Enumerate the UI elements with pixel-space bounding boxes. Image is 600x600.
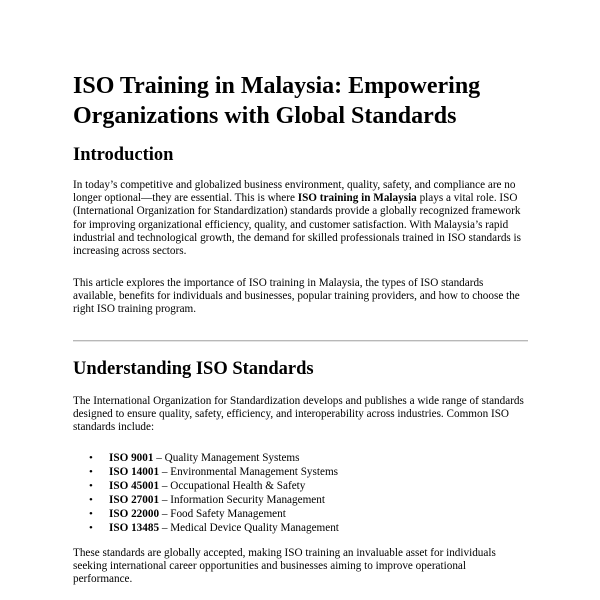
intro-paragraph-1-bold: ISO training in Malaysia <box>297 192 417 205</box>
standard-code: ISO 22000 <box>109 508 160 520</box>
list-item <box>73 493 339 507</box>
standards-heading: Understanding ISO Standards <box>73 359 314 379</box>
standard-code: ISO 27001 <box>109 494 160 506</box>
bullet-icon: • <box>89 508 93 520</box>
intro-paragraph-1-text-a: In today’s competitive and globalized business environment, quality, safety, and compliance are no longer optional—they are essential. This is where <box>73 179 516 205</box>
standard-code: ISO 45001 <box>109 480 160 492</box>
standard-separator: – <box>159 466 171 478</box>
standard-separator: – <box>159 508 171 520</box>
section-divider <box>73 340 528 342</box>
standard-description: Food Safety Management <box>170 508 286 520</box>
standards-paragraph-1: The International Organization for Standardization develops and publishes a wide range of standards designed to ensure quality, safety, efficiency, and interoperability across industries. Common ISO standards include: <box>73 395 524 434</box>
intro-heading: Introduction <box>73 145 174 165</box>
standard-code: ISO 14001 <box>109 466 160 478</box>
standard-description: Medical Device Quality Management <box>170 522 339 534</box>
standard-separator: – <box>153 452 165 464</box>
list-item <box>73 507 339 521</box>
bullet-icon: • <box>89 480 93 492</box>
standard-description: Information Security Management <box>170 494 325 506</box>
bullet-icon: • <box>89 466 93 478</box>
standard-description: Environmental Management Systems <box>170 466 339 478</box>
bullet-icon: • <box>89 522 93 534</box>
standard-separator: – <box>159 522 171 534</box>
standards-paragraph-2: These standards are globally accepted, making ISO training an invaluable asset for individuals seeking international career opportunities and businesses aiming to improve operational performance. <box>73 547 496 586</box>
intro-paragraph-1-text-b: plays a vital role. ISO (International Organization for Standardization) standards provide a globally recognized framework for improving organizational efficiency, quality, and customer satisfaction. With Malaysia’s rapid industrial and technological growth, the demand for skilled professionals trained in ISO standards is increasing across sectors. <box>73 192 522 258</box>
standard-description: Occupational Health & Safety <box>170 480 306 492</box>
iso-standards-list <box>73 451 339 535</box>
list-item <box>73 451 339 465</box>
standard-code: ISO 13485 <box>109 522 160 534</box>
bullet-icon: • <box>89 452 93 464</box>
standard-description: Quality Management Systems <box>164 452 300 464</box>
intro-paragraph-1 <box>73 179 528 258</box>
standard-separator: – <box>159 480 171 492</box>
standard-code: ISO 9001 <box>109 452 154 464</box>
article-title: ISO Training in Malaysia: Empowering Organizations with Global Standards <box>73 73 481 129</box>
list-item <box>73 479 339 493</box>
intro-paragraph-2: This article explores the importance of ISO training in Malaysia, the types of ISO standards available, benefits for individuals and businesses, popular training providers, and how to choose the right ISO training program. <box>73 277 520 316</box>
bullet-icon: • <box>89 494 93 506</box>
list-item <box>73 465 339 479</box>
standard-separator: – <box>159 494 171 506</box>
list-item <box>73 521 339 535</box>
